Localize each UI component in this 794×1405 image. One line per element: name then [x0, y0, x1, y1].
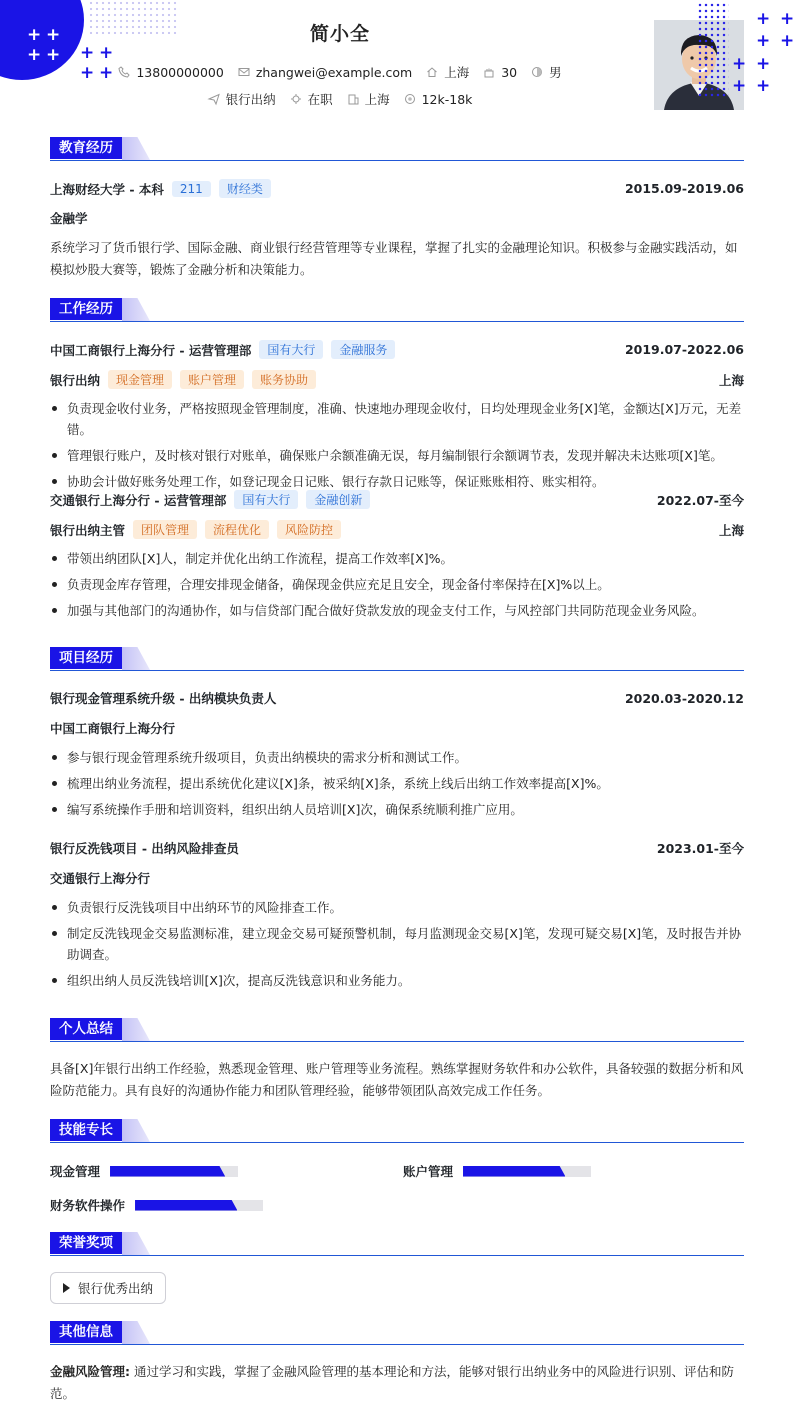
- list-item: 梳理出纳业务流程，提出系统优化建议[X]条，被采纳[X]条，系统上线后出纳工作效率提高[X]%。: [50, 773, 744, 794]
- summary-section-header: [50, 1018, 744, 1042]
- role-tag: 账户管理: [180, 370, 244, 389]
- company-tag: 国有大行: [234, 490, 298, 509]
- role-tag: 账务协助: [252, 370, 316, 389]
- list-item: 协助会计做好账务处理工作，如登记现金日记账、银行存款日记账等，保证账账相符、账实相符。: [50, 471, 744, 492]
- major-name: 金融学: [50, 211, 88, 226]
- summary-text: 具备[X]年银行出纳工作经验，熟悉现金管理、账户管理等业务流程。熟练掌握财务软件和办公软件，具备较强的数据分析和风险防范能力。具有良好的沟通协作能力和团队管理经验，能够带领团队高效完成工作任务。: [50, 1061, 744, 1098]
- section-title: 其他信息: [50, 1321, 122, 1343]
- education-entry-header: [50, 179, 744, 198]
- list-item: 编写系统操作手册和培训资料，组织出纳人员培训[X]次，确保系统顺利推广应用。: [50, 799, 744, 820]
- salary-icon: [404, 93, 416, 105]
- school-tag: 财经类: [219, 179, 271, 198]
- status-text: 在职: [307, 92, 333, 107]
- phone-item: [118, 63, 223, 81]
- school-tag: 211: [172, 181, 211, 197]
- section-title: 项目经历: [50, 647, 122, 669]
- status-item: [290, 90, 333, 108]
- age-item: [483, 63, 517, 81]
- role-tag: 现金管理: [108, 370, 172, 389]
- work-bullet-list: [50, 398, 744, 497]
- age-text: 30: [501, 64, 518, 80]
- contact-info-row: [0, 63, 680, 81]
- section-title-decoration: [122, 1321, 150, 1344]
- plus-icon: +: [27, 45, 42, 65]
- target-position-text: 银行出纳: [225, 92, 276, 107]
- role-tag: 流程优化: [205, 520, 269, 539]
- education-date: 2015.09-2019.06: [624, 181, 744, 196]
- mail-icon: [238, 66, 250, 78]
- plus-icon: +: [46, 25, 61, 45]
- projects-section-header: [50, 647, 744, 671]
- section-title: 个人总结: [50, 1018, 122, 1040]
- project-org: 交通银行上海分行: [50, 871, 151, 886]
- list-item: 负责现金库存管理，合理安排现金储备，确保现金供应充足且安全，现金备付率保持在[X]%以上。: [50, 574, 744, 595]
- candidate-name: 简小全: [309, 23, 370, 45]
- salary-item: [404, 90, 473, 108]
- project-date: 2020.03-2020.12: [624, 690, 744, 706]
- gender-item: [531, 63, 562, 81]
- skill-level-bar: [135, 1200, 263, 1211]
- section-title-decoration: [122, 1018, 150, 1041]
- skill-name: 账户管理: [403, 1164, 454, 1179]
- company-name: 交通银行上海分行 - 运营管理部: [50, 492, 227, 508]
- project-title: 银行现金管理系统升级 - 出纳模块负责人: [50, 691, 277, 706]
- plus-icon: +: [780, 31, 794, 51]
- plus-icon: +: [756, 31, 771, 51]
- target-city-text: 上海: [364, 92, 390, 107]
- list-item: 制定反洗钱现金交易监测标准，建立现金交易可疑预警机制，每月监测现金交易[X]笔，发现可疑交易[X]笔，及时报告并协助调查。: [50, 923, 744, 965]
- work-bullet-list: [50, 548, 744, 626]
- skills-section-header: [50, 1119, 744, 1143]
- section-title: 工作经历: [50, 298, 122, 320]
- school-name: 上海财经大学 - 本科: [50, 181, 164, 197]
- project-entry-header: [50, 689, 744, 707]
- gender-text: 男: [549, 65, 562, 80]
- building-icon: [347, 93, 359, 105]
- target-city-item: [347, 90, 390, 108]
- project-date: 2023.01-至今: [656, 841, 744, 856]
- plus-icon: +: [756, 76, 771, 96]
- plus-icon: +: [99, 43, 114, 63]
- plus-icon: +: [756, 9, 771, 29]
- education-description: 系统学习了货币银行学、国际金融、商业银行经营管理等专业课程，掌握了扎实的金融理论知识。积极参与金融实践活动，如模拟炒股大赛等，锻炼了金融分析和决策能力。: [50, 240, 738, 277]
- email-text: zhangwei@example.com: [255, 64, 413, 80]
- section-title: 技能专长: [50, 1119, 122, 1141]
- project-org: 中国工商银行上海分行: [50, 721, 176, 736]
- role-tag: 团队管理: [133, 520, 197, 539]
- project-org-row: [50, 869, 744, 887]
- skill-name: 财务软件操作: [50, 1198, 126, 1213]
- plus-icon: +: [80, 43, 95, 63]
- project-bullet-list: [50, 897, 744, 996]
- plus-icon: +: [756, 54, 771, 74]
- job-info-row: [0, 90, 680, 108]
- work-role-row: [50, 520, 744, 539]
- project-org-row: [50, 719, 744, 737]
- list-item: 负责现金收付业务，严格按照现金管理制度，准确、快速地办理现金收付，日均处理现金业务[X]笔，金额达[X]万元，无差错。: [50, 398, 744, 440]
- skill-item: [50, 1162, 238, 1180]
- skill-item: [50, 1196, 263, 1214]
- list-item: 负责银行反洗钱项目中出纳环节的风险排查工作。: [50, 897, 744, 918]
- list-item: 组织出纳人员反洗钱培训[X]次，提高反洗钱意识和业务能力。: [50, 970, 744, 991]
- work-city: 上海: [718, 372, 744, 388]
- skill-level-fill: [463, 1166, 565, 1177]
- phone-icon: [118, 66, 130, 78]
- plus-icon: +: [46, 45, 61, 65]
- company-name: 中国工商银行上海分行 - 运营管理部: [50, 342, 252, 358]
- section-title-decoration: [122, 1119, 150, 1142]
- work-role-row: [50, 370, 744, 389]
- section-title-decoration: [122, 298, 150, 321]
- decorative-dot-grid: [697, 2, 729, 98]
- skill-level-bar: [110, 1166, 238, 1177]
- location-item: [426, 63, 469, 81]
- section-title-decoration: [122, 1232, 150, 1255]
- phone-text: 13800000000: [136, 64, 224, 80]
- work-city: 上海: [718, 522, 744, 538]
- skill-level-bar: [463, 1166, 591, 1177]
- section-title: 荣誉奖项: [50, 1232, 122, 1254]
- email-item: [238, 63, 412, 81]
- company-tag: 国有大行: [259, 340, 323, 359]
- skill-level-fill: [135, 1200, 237, 1211]
- project-title: 银行反洗钱项目 - 出纳风险排查员: [50, 841, 239, 856]
- company-tag: 金融创新: [306, 490, 370, 509]
- plus-icon: +: [80, 63, 95, 83]
- plus-icon: +: [732, 54, 747, 74]
- job-role: 银行出纳主管: [50, 522, 126, 538]
- section-title: 教育经历: [50, 137, 122, 159]
- skill-level-fill: [110, 1166, 225, 1177]
- gender-icon: [531, 66, 543, 78]
- job-role: 银行出纳: [50, 372, 101, 388]
- status-icon: [290, 93, 302, 105]
- award-item: [50, 1272, 166, 1304]
- section-title-decoration: [122, 647, 150, 670]
- list-item: 带领出纳团队[X]人，制定并优化出纳工作流程，提高工作效率[X]%。: [50, 548, 744, 569]
- list-item: 加强与其他部门的沟通协作，如与信贷部门配合做好贷款发放的现金支付工作，与风控部门共同防范现金业务风险。: [50, 600, 744, 621]
- education-section-header: [50, 137, 744, 161]
- age-icon: [483, 66, 495, 78]
- list-item: 管理银行账户，及时核对银行对账单，确保账户余额准确无误，每月编制银行余额调节表，发现并解决未达账项[X]笔。: [50, 445, 744, 466]
- plus-icon: +: [27, 25, 42, 45]
- other-info-text: [50, 1361, 744, 1405]
- work-date: 2019.07-2022.06: [624, 342, 744, 357]
- home-icon: [426, 66, 438, 78]
- awards-section-header: [50, 1232, 744, 1256]
- education-major-row: [50, 209, 744, 227]
- other-info-body: 通过学习和实践，掌握了金融风险管理的基本理论和方法，能够对银行出纳业务中的风险进行识别、评估和防范。: [50, 1364, 734, 1401]
- skill-item: [403, 1162, 591, 1180]
- skill-name: 现金管理: [50, 1164, 101, 1179]
- other-section-header: [50, 1321, 744, 1345]
- other-info-label: 金融风险管理:: [50, 1364, 130, 1379]
- location-text: 上海: [444, 65, 470, 80]
- section-title-decoration: [122, 137, 150, 160]
- salary-text: 12k-18k: [421, 91, 473, 107]
- work-date: 2022.07-至今: [656, 492, 744, 508]
- list-item: 参与银行现金管理系统升级项目，负责出纳模块的需求分析和测试工作。: [50, 747, 744, 768]
- role-tag: 风险防控: [277, 520, 341, 539]
- plus-icon: +: [780, 9, 794, 29]
- plus-icon: +: [732, 76, 747, 96]
- work-entry-header: [50, 340, 744, 359]
- plus-icon: +: [99, 63, 114, 83]
- target-position-item: [208, 90, 276, 108]
- send-icon: [208, 93, 220, 105]
- triangle-bullet-icon: [63, 1283, 70, 1293]
- project-entry-header: [50, 839, 744, 857]
- company-tag: 金融服务: [331, 340, 395, 359]
- project-bullet-list: [50, 747, 744, 825]
- award-name: 银行优秀出纳: [78, 1281, 154, 1296]
- work-section-header: [50, 298, 744, 322]
- work-entry-header: [50, 490, 744, 509]
